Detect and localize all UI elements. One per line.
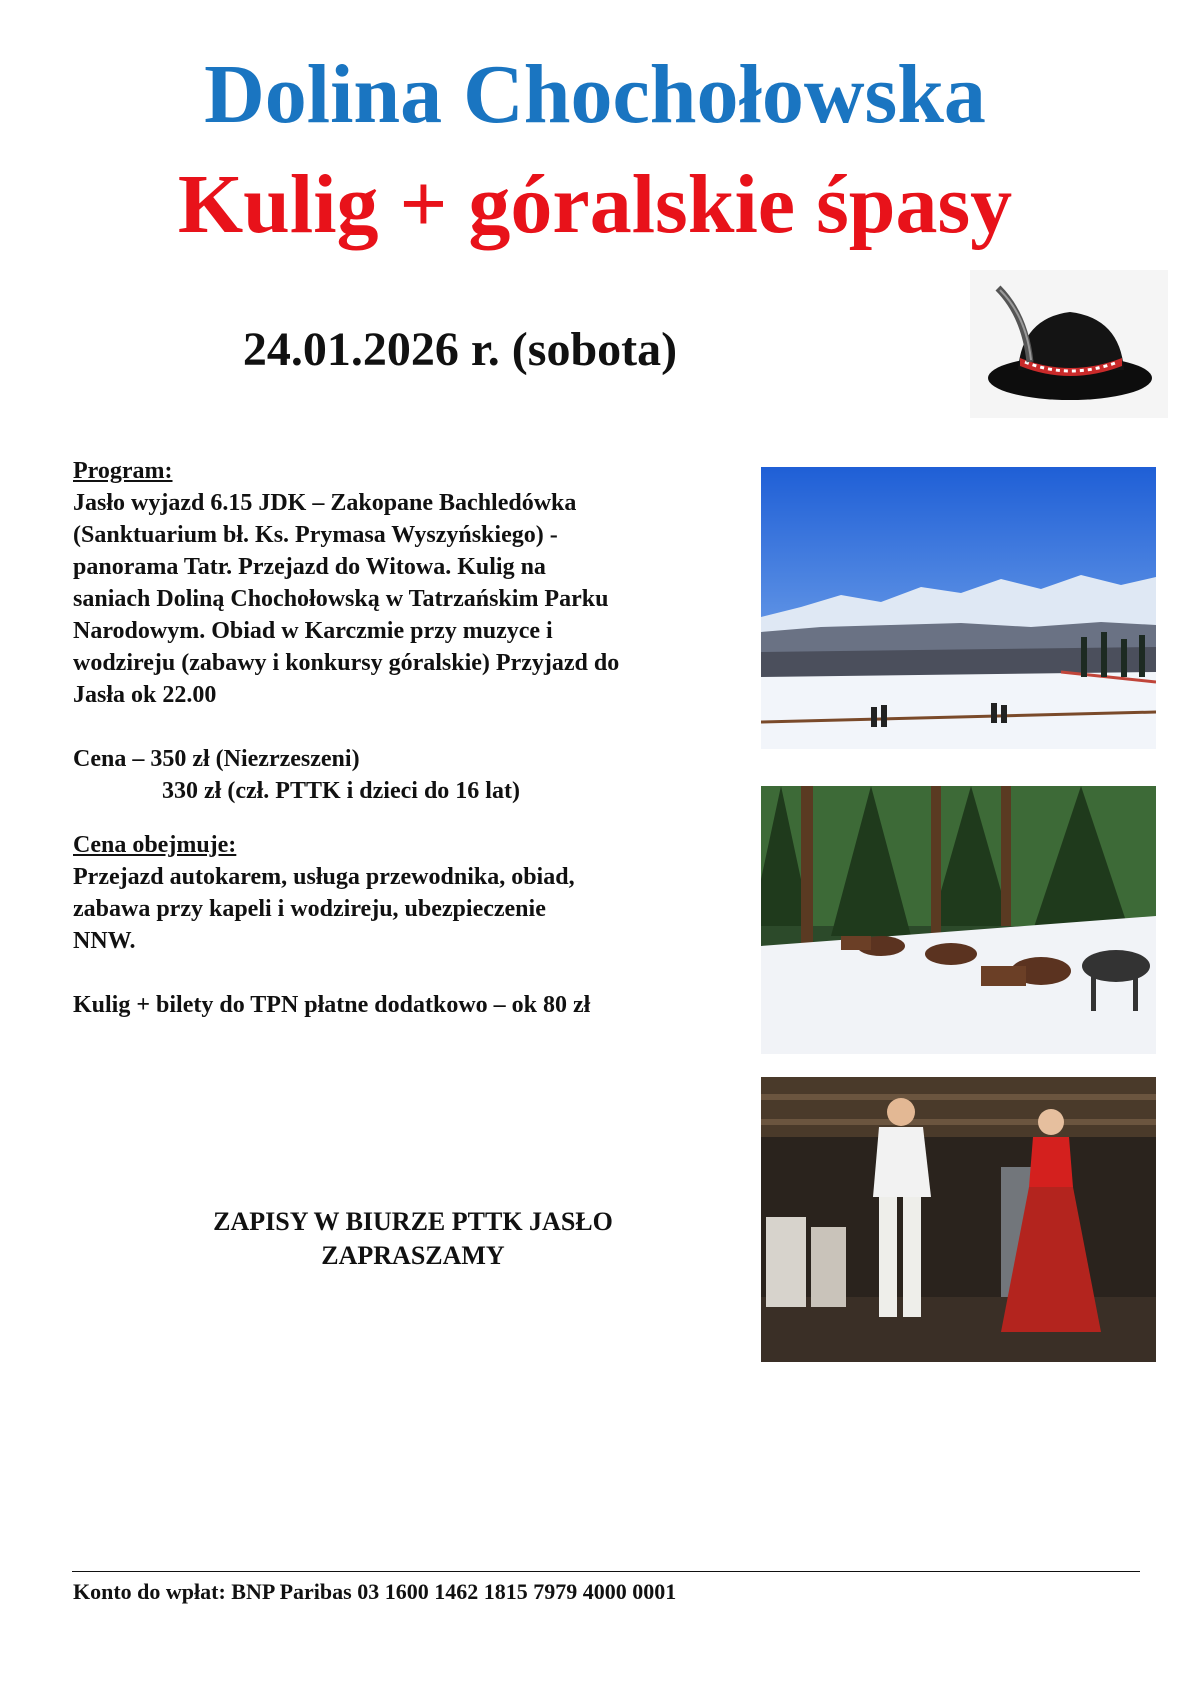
includes-heading: Cena obejmuje: [73,832,237,858]
program-line: Jasła ok 22.00 [73,682,217,708]
bank-account-info: Konto do wpłat: BNP Paribas 03 1600 1462 1815 7979 4000 0001 [73,1579,677,1604]
folk-dance-photo [761,1077,1156,1362]
program-line: Jasło wyjazd 6.15 JDK – Zakopane Bachledówka [73,490,577,516]
program-line: (Sanktuarium bł. Ks. Prymasa Wyszyńskiego) - [73,522,558,548]
signup-line: ZAPISY W BIURZE PTTK JASŁO [213,1207,613,1236]
includes-line: Przejazd autokarem, usługa przewodnika, obiad, [73,864,575,890]
program-line: panorama Tatr. Przejazd do Witowa. Kulig na [73,554,546,580]
price-line-discount: 330 zł (czł. PTTK i dzieci do 16 lat) [162,778,520,804]
program-line: wodzireju (zabawy i konkursy góralskie) Przyjazd do [73,650,620,676]
page-title: Dolina Chochołowska [204,48,986,141]
extra-cost-note: Kulig + bilety do TPN płatne dodatkowo – ok 80 zł [73,992,591,1018]
footer-divider [72,1571,1140,1572]
program-heading: Program: [73,458,173,484]
event-date: 24.01.2026 r. (sobota) [242,323,678,376]
signup-invite: ZAPRASZAMY [321,1241,505,1270]
horse-sleigh-ride-photo [761,786,1156,1054]
highlander-hat-photo [970,270,1168,418]
includes-line: zabawa przy kapeli i wodzireju, ubezpieczenie [73,896,546,922]
includes-line: NNW. [73,928,136,954]
tatra-panorama-photo [761,467,1156,749]
price-line: Cena – 350 zł (Niezrzeszeni) [73,746,360,772]
program-line: Narodowym. Obiad w Karczmie przy muzyce i [73,618,553,644]
program-line: saniach Doliną Chochołowską w Tatrzańskim Parku [73,586,609,612]
page-subtitle: Kulig + góralskie śpasy [177,158,1013,251]
